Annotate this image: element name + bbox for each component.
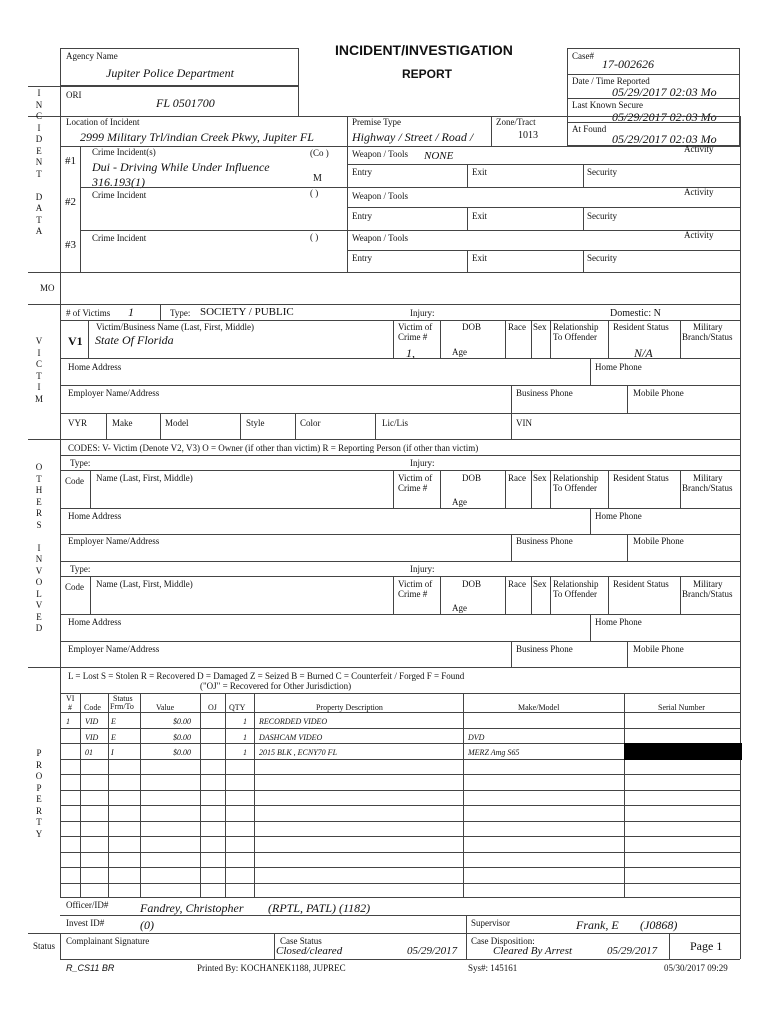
invest-value: (0) [140, 918, 154, 932]
others2-sex: Sex [533, 579, 547, 589]
page-number: Page 1 [690, 939, 723, 953]
others1-relationship: Relationship [553, 473, 599, 483]
crime2-paren: ( ) [310, 188, 319, 198]
others1-race: Race [508, 473, 526, 483]
property-column-line [108, 693, 109, 897]
property-column-line [254, 693, 255, 897]
property-row-line [60, 774, 740, 775]
crime1-exit: Exit [472, 167, 487, 177]
property-row-line [60, 712, 740, 713]
victim-to-offender: To Offender [553, 332, 597, 342]
others1-crime-no: Crime # [398, 483, 428, 493]
crime3-number: #3 [65, 239, 76, 251]
others2-type: Type: [70, 564, 91, 574]
others-codes: CODES: V- Victim (Denote V2, V3) O = Owner (if other than victim) R = Reporting Person (if other than victim) [68, 443, 479, 453]
victim-of-label: Victim of [398, 322, 433, 332]
others2-crime-no: Crime # [398, 589, 428, 599]
crime1-entry: Entry [352, 167, 372, 177]
others1-home-address: Home Address [68, 511, 122, 521]
property-column-line [463, 693, 464, 897]
crime2-label: Crime Incident [92, 190, 147, 200]
victim-employer: Employer Name/Address [68, 388, 160, 398]
prop-h-status: Status [113, 694, 133, 703]
case-number: 17-002626 [602, 57, 654, 71]
others1-victim-of: Victim of [398, 473, 433, 483]
victim-age-label: Age [452, 347, 467, 357]
prop-h-status-frm: Frm/To [110, 702, 134, 711]
crime1-desc: Dui - Driving While Under Influence [92, 160, 270, 174]
others1-age: Age [452, 497, 467, 507]
others2-dob: DOB [462, 579, 482, 589]
victim-name-label: Victim/Business Name (Last, First, Middle) [96, 322, 254, 332]
crime3-entry: Entry [352, 253, 372, 263]
side-label-others-involved: O T H E R S I N V O L V E D [35, 462, 43, 633]
side-label-victim: V I C T I M [34, 336, 43, 404]
others2-to-offender: To Offender [553, 589, 597, 599]
printed-by: Printed By: KOCHANEK1188, JUPREC [197, 963, 346, 973]
agency-label: Agency Name [66, 51, 118, 61]
prop-h-value: Value [156, 703, 175, 712]
agency-name: Jupiter Police Department [106, 66, 234, 80]
prop-row-2-make: DVD [468, 733, 485, 742]
property-row-line [60, 821, 740, 822]
victim-race-label: Race [508, 322, 526, 332]
others1-business-phone: Business Phone [516, 536, 573, 546]
others2-code: Code [65, 582, 84, 592]
crime2-entry: Entry [352, 211, 372, 221]
side-label-property: P R O P E R T Y [35, 748, 43, 839]
prop-row-3-qty: 1 [243, 748, 247, 757]
crime3-security: Security [587, 253, 617, 263]
ori-label: ORI [66, 90, 82, 100]
case-label: Case# [572, 51, 594, 61]
prop-row-1-status: E [111, 717, 116, 726]
crime1-number: #1 [65, 155, 76, 167]
others1-branch: Branch/Status [682, 483, 733, 493]
prop-row-2-status: E [111, 733, 116, 742]
vehicle-style: Style [246, 418, 265, 428]
crime1-security: Security [587, 167, 617, 177]
disposition-value: Cleared By Arrest [493, 945, 573, 957]
victim-home-address: Home Address [68, 362, 122, 372]
victim-resident-label: Resident Status [613, 322, 669, 332]
others2-name-label: Name (Last, First, Middle) [96, 579, 193, 589]
victim-resident-value: N/A [634, 346, 653, 360]
property-row-line [60, 728, 740, 729]
victim-injury: Injury: [410, 308, 435, 318]
found-value: 05/29/2017 02:03 Mo [612, 132, 717, 146]
prop-h-desc: Property Description [316, 703, 383, 712]
prop-row-1-qty: 1 [243, 717, 247, 726]
vehicle-vin: VIN [516, 418, 532, 428]
property-legend: L = Lost S = Stolen R = Recovered D = Damaged Z = Seized B = Burned C = Counterfeit / Forged F = Found [68, 671, 465, 681]
victim-mobile-phone: Mobile Phone [633, 388, 684, 398]
property-column-line [140, 693, 141, 897]
prop-row-1-vi: 1 [66, 717, 70, 726]
invest-label: Invest ID# [66, 918, 105, 928]
mo-label: MO [40, 283, 55, 293]
others2-resident: Resident Status [613, 579, 669, 589]
vehicle-color: Color [300, 418, 321, 428]
disposition-date: 05/29/2017 [607, 945, 658, 957]
property-row-line [60, 867, 740, 868]
prop-row-1-code: VID [85, 717, 99, 726]
victim-type: SOCIETY / PUBLIC [200, 306, 294, 318]
property-column-line [200, 693, 201, 897]
vehicle-vyr: VYR [68, 418, 88, 428]
crime3-activity: Activity [684, 230, 714, 240]
property-row-line [60, 883, 740, 884]
crime1-label: Crime Incident(s) [92, 147, 156, 157]
crime1-paren: (Co ) [310, 148, 329, 158]
prop-row-1-desc: RECORDED VIDEO [259, 717, 328, 726]
victim-crime-no: Crime # [398, 332, 428, 342]
complainant-label: Complainant Signature [66, 936, 150, 946]
form-code: R_CS11 BR [66, 963, 115, 973]
others2-injury: Injury: [410, 564, 435, 574]
prop-h-vi: VI [66, 694, 75, 703]
prop-h-serial: Serial Number [658, 703, 705, 712]
crime1-activity: Activity [684, 144, 714, 154]
others2-home-address: Home Address [68, 617, 122, 627]
last-secure-value: 05/29/2017 02:03 Mo [612, 110, 717, 124]
victim-dob-label: DOB [462, 322, 482, 332]
zone-label: Zone/Tract [496, 117, 536, 127]
prop-row-2-desc: DASHCAM VIDEO [259, 733, 323, 742]
others2-employer: Employer Name/Address [68, 644, 160, 654]
prop-row-2-value: $0.00 [173, 733, 191, 742]
last-secure-label: Last Known Secure [572, 100, 643, 110]
sys-number: Sys#: 145161 [468, 963, 518, 973]
victim-branch-label: Branch/Status [682, 332, 733, 342]
prop-row-3-desc: 2015 BLK , ECNY70 FL [259, 748, 338, 757]
case-status-value: Closed/cleared [276, 945, 343, 957]
vehicle-make: Make [112, 418, 133, 428]
others2-military: Military [693, 579, 723, 589]
others1-dob: DOB [462, 473, 482, 483]
status-label: Status [33, 941, 56, 951]
others2-business-phone: Business Phone [516, 644, 573, 654]
prop-row-2-code: VID [85, 733, 99, 742]
prop-row-3-code: 01 [85, 748, 93, 757]
victim-home-phone: Home Phone [595, 362, 642, 372]
victim-count: 1 [128, 305, 134, 319]
victim-military-label: Military [693, 322, 723, 332]
others2-relationship: Relationship [553, 579, 599, 589]
prop-row-3-status: I [111, 748, 114, 757]
property-column-line [624, 693, 625, 897]
case-status-date: 05/29/2017 [407, 945, 458, 957]
crime3-weapon-label: Weapon / Tools [352, 233, 408, 243]
supervisor-label: Supervisor [471, 918, 510, 928]
victim-of-value: 1, [406, 346, 415, 360]
others1-to-offender: To Offender [553, 483, 597, 493]
report-subtitle: REPORT [402, 67, 453, 81]
disposition-label: Case Disposition: [471, 936, 535, 946]
property-row-line [60, 790, 740, 791]
supervisor-name: Frank, E [576, 918, 619, 932]
victim-business-phone: Business Phone [516, 388, 573, 398]
found-label: At Found [572, 124, 607, 134]
print-datetime: 05/30/2017 09:29 [664, 963, 728, 973]
prop-row-3-make: MERZ Amg S65 [468, 748, 520, 757]
crime1-weapon: NONE [424, 150, 454, 162]
vehicle-model: Model [165, 418, 189, 428]
property-row-line [60, 836, 740, 837]
property-column-line [225, 693, 226, 897]
crime2-exit: Exit [472, 211, 487, 221]
victim-sex-label: Sex [533, 322, 547, 332]
others2-age: Age [452, 603, 467, 613]
prop-h-oj: OJ [208, 703, 217, 712]
property-legend-oj: ("OJ" = Recovered for Other Jurisdiction) [200, 681, 352, 691]
supervisor-id: (J0868) [640, 918, 678, 932]
others1-mobile-phone: Mobile Phone [633, 536, 684, 546]
prop-h-qty: QTY [229, 703, 246, 712]
crime3-label: Crime Incident [92, 233, 147, 243]
others1-sex: Sex [533, 473, 547, 483]
ori-value: FL 0501700 [156, 96, 215, 110]
property-row-line [60, 805, 740, 806]
crime2-activity: Activity [684, 187, 714, 197]
victim-domestic: Domestic: N [610, 308, 661, 319]
others1-code: Code [65, 476, 84, 486]
side-label-incident-data: I N C I D E N T D A T A [35, 88, 43, 236]
crime3-paren: ( ) [310, 232, 319, 242]
victim-code: V1 [68, 334, 83, 348]
case-status-label: Case Status [280, 936, 322, 946]
prop-h-code: Code [84, 703, 101, 712]
others2-home-phone: Home Phone [595, 617, 642, 627]
officer-id: (RPTL, PATL) (1182) [268, 901, 371, 915]
property-column-line [80, 693, 81, 897]
crime1-statute: 316.193(1) [92, 175, 145, 189]
others2-mobile-phone: Mobile Phone [633, 644, 684, 654]
crime1-class: M [313, 173, 322, 184]
officer-label: Officer/ID# [66, 900, 109, 910]
location-label: Location of Incident [66, 117, 140, 127]
others1-employer: Employer Name/Address [68, 536, 160, 546]
others2-victim-of: Victim of [398, 579, 433, 589]
prop-row-1-value: $0.00 [173, 717, 191, 726]
others1-name-label: Name (Last, First, Middle) [96, 473, 193, 483]
others2-race: Race [508, 579, 526, 589]
victim-relationship-label: Relationship [553, 322, 599, 332]
property-row-line [60, 852, 740, 853]
prop-h-make: Make/Model [518, 703, 560, 712]
reported-value: 05/29/2017 02:03 Mo [612, 85, 717, 99]
others1-type: Type: [70, 458, 91, 468]
victim-count-label: # of Victims [66, 308, 111, 318]
others1-home-phone: Home Phone [595, 511, 642, 521]
others1-resident: Resident Status [613, 473, 669, 483]
reported-label: Date / Time Reported [572, 76, 650, 86]
others2-branch: Branch/Status [682, 589, 733, 599]
others1-injury: Injury: [410, 458, 435, 468]
premise-label: Premise Type [352, 117, 401, 127]
crime2-security: Security [587, 211, 617, 221]
prop-row-2-qty: 1 [243, 733, 247, 742]
crime3-exit: Exit [472, 253, 487, 263]
crime2-number: #2 [65, 196, 76, 208]
prop-row-3-value: $0.00 [173, 748, 191, 757]
crime2-weapon-label: Weapon / Tools [352, 191, 408, 201]
prop-h-vi-num: # [68, 703, 72, 712]
location-value: 2999 Military Trl/indian Creek Pkwy, Jupiter FL [80, 130, 314, 144]
officer-name: Fandrey, Christopher [140, 901, 244, 915]
victim-name: State Of Florida [95, 333, 174, 347]
redacted-serial-number [624, 743, 742, 760]
others1-military: Military [693, 473, 723, 483]
zone-value: 1013 [518, 130, 538, 141]
victim-type-label: Type: [170, 308, 191, 318]
crime1-weapon-label: Weapon / Tools [352, 149, 408, 159]
vehicle-lic: Lic/Lis [382, 418, 408, 428]
premise-value: Highway / Street / Road / [352, 130, 474, 144]
report-title: INCIDENT/INVESTIGATION [335, 42, 513, 58]
